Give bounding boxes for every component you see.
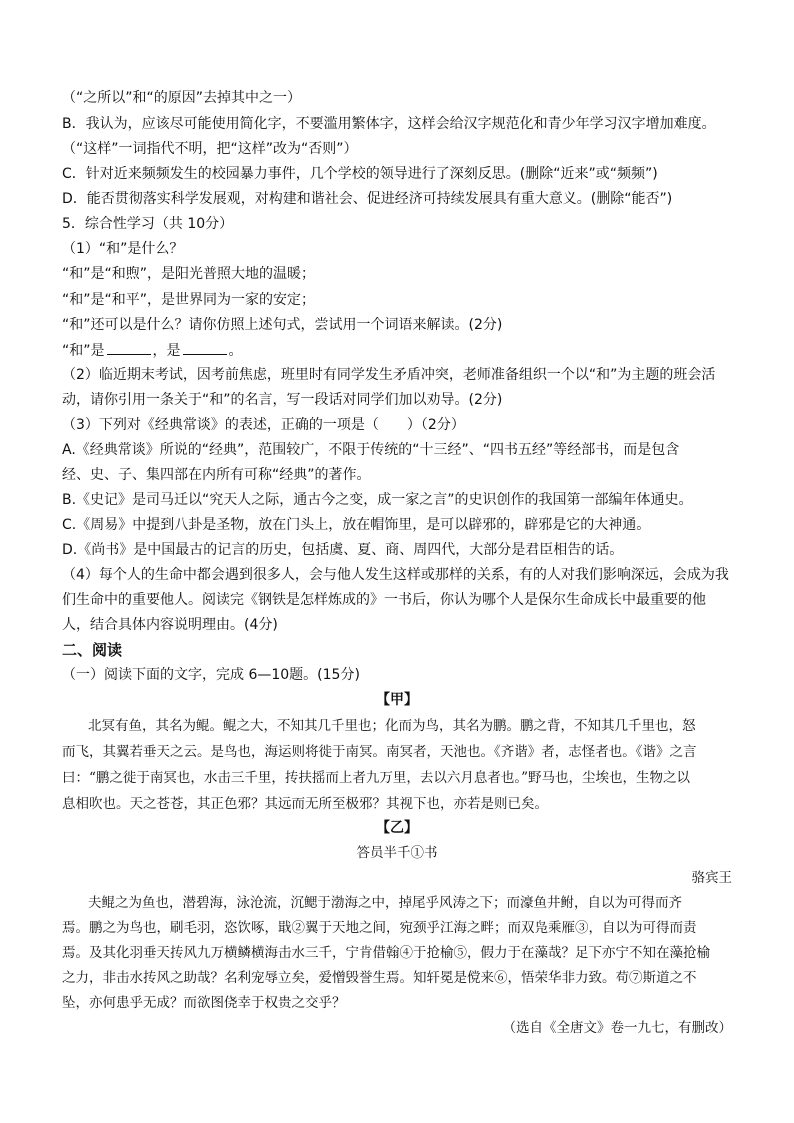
- q5-part4-line1: （4）每个人的生命中都会遇到很多人，会与他人发生这样或那样的关系，有的人对我们影响深远，会成为我: [62, 567, 729, 583]
- section-reading-heading: 二、阅读: [62, 641, 123, 659]
- q5-example-2: “和”是“和平”，是世界同为一家的安定；: [62, 292, 316, 308]
- passage-source: （选自《全唐文》卷一九七，有删改）: [502, 1020, 732, 1036]
- answer-prefix: “和”是: [62, 343, 105, 359]
- q5-part1-prompt: “和”还可以是什么？请你仿照上述句式，尝试用一个词语来解读。(2分): [62, 317, 503, 333]
- answer-blank-1[interactable]: [107, 340, 151, 355]
- q5-option-a-line2: 经、史、子、集四部在内所有可称“经典”的著作。: [62, 467, 371, 483]
- question-5-title: 5．综合性学习（共 10分）: [62, 216, 234, 232]
- q5-option-b: B.《史记》是司马迁以“究天人之际，通古今之变，成一家之言”的史识创作的我国第一部编年体通史。: [62, 492, 693, 508]
- q5-option-c: C.《周易》中提到八卦是圣物，放在门头上，放在帽饰里，是可以辟邪的，辟邪是它的大神通。: [62, 517, 651, 533]
- passage-jia-heading: 【甲】: [376, 692, 418, 708]
- passage-jia-line3: 曰：“鹏之徙于南冥也，水击三千里，抟扶摇而上者九万里，去以六月息者也。”野马也，尘埃也，生物之以: [62, 770, 691, 786]
- passage-yi-line5: 坠，亦何患乎无成？而欲图侥幸于权贵之交乎？: [62, 995, 346, 1011]
- option-d: D．能否贯彻落实科学发展观，对构建和谐社会、促进经济可持续发展具有重大意义。(删除“能否”): [62, 191, 673, 207]
- option-c: C．针对近来频频发生的校园暴力事件，几个学校的领导进行了深刻反思。(删除“近来”或“频频”): [62, 166, 658, 182]
- passage-jia-line4: 息相吹也。天之苍苍，其正色邪？其远而无所至极邪？其视下也，亦若是则已矣。: [62, 796, 548, 812]
- q5-option-a-line1: A.《经典常谈》所说的“经典”，范围较广，不限于传统的“十三经”、“四书五经”等经部书，而是包含: [62, 442, 680, 458]
- passage-jia-line2: 而飞，其翼若垂天之云。是鸟也，海运则将徙于南冥。南冥者，天池也。《齐谐》者，志怪者也。《谐》之言: [62, 744, 697, 760]
- q5-part2-line2: 动，请你引用一条关于“和”的名言，写一段话对同学们加以劝导。(2分): [62, 392, 503, 408]
- passage-yi-title: 答员半千①书: [356, 845, 438, 861]
- q5-option-d: D.《尚书》是中国最古的记言的历史，包括虞、夏、商、周四代，大部分是君臣相告的话。: [62, 542, 624, 558]
- answer-middle: ，是: [152, 343, 181, 359]
- reading-part1-instructions: （一）阅读下面的文字，完成 6—10题。(15分): [62, 667, 360, 683]
- passage-yi-author: 骆宾王: [691, 870, 732, 886]
- q5-part4-line3: 人，结合具体内容说明理由。(4分): [62, 617, 278, 633]
- passage-yi-line1: 夫鲲之为鱼也，潜碧海，泳沧流，沉鳃于渤海之中，掉尾乎风涛之下；而濠鱼井鲋，自以为可得而齐: [88, 895, 682, 911]
- q5-example-1: “和”是“和煦”，是阳光普照大地的温暖；: [62, 266, 316, 282]
- passage-jia-line1: 北冥有鱼，其名为鲲。鲲之大，不知其几千里也；化而为鸟，其名为鹏。鹏之背，不知其几千里也，怒: [88, 718, 696, 734]
- q5-part2-line1: （2）临近期末考试，因考前焦虑，班里时有同学发生矛盾冲突，老师准备组织一个以“和”为主题的班会活: [62, 367, 716, 383]
- option-b: B．我认为，应该尽可能使用简化字，不要滥用繁体字，这样会给汉字规范化和青少年学习汉字增加难度。: [62, 116, 716, 132]
- q5-part4-line2: 们生命中的重要他人。阅读完《钢铁是怎样炼成的》一书后，你认为哪个人是保尔生命成长中最重要的他: [62, 592, 706, 608]
- answer-note-a: （“之所以”和“的原因”去掉其中之一）: [62, 90, 302, 106]
- q5-part1-title: （1）“和”是什么？: [62, 241, 184, 257]
- answer-note-b: （“这样”一词指代不明，把“这样”改为“否则”）: [62, 141, 358, 157]
- passage-yi-line4: 之力，非击水抟风之助哉？名利宠辱立矣，爱憎毁誉生焉。知轩冕是傥来⑥，悟荣华非力致。苟⑦斯道之不: [62, 970, 697, 986]
- passage-yi-line2: 焉。鹏之为鸟也，刷毛羽，恣饮啄，戢②翼于天地之间，宛颈乎江海之畔；而双凫乘雁③，自以为可得而责: [62, 920, 697, 936]
- passage-yi-line3: 焉。及其化羽垂天抟风九万横鳞横海击水三千，宁肯借翰④于抢榆⑤，假力于在藻哉？足下亦宁不知在藻抢榆: [62, 945, 710, 961]
- answer-blank-2[interactable]: [183, 340, 227, 355]
- passage-yi-heading: 【乙】: [376, 820, 418, 836]
- q5-part1-answer-line: [62, 340, 736, 361]
- q5-part3-title: （3）下列对《经典常谈》的表述，正确的一项是（ ）（2分）: [62, 417, 465, 433]
- answer-end: 。: [228, 343, 243, 359]
